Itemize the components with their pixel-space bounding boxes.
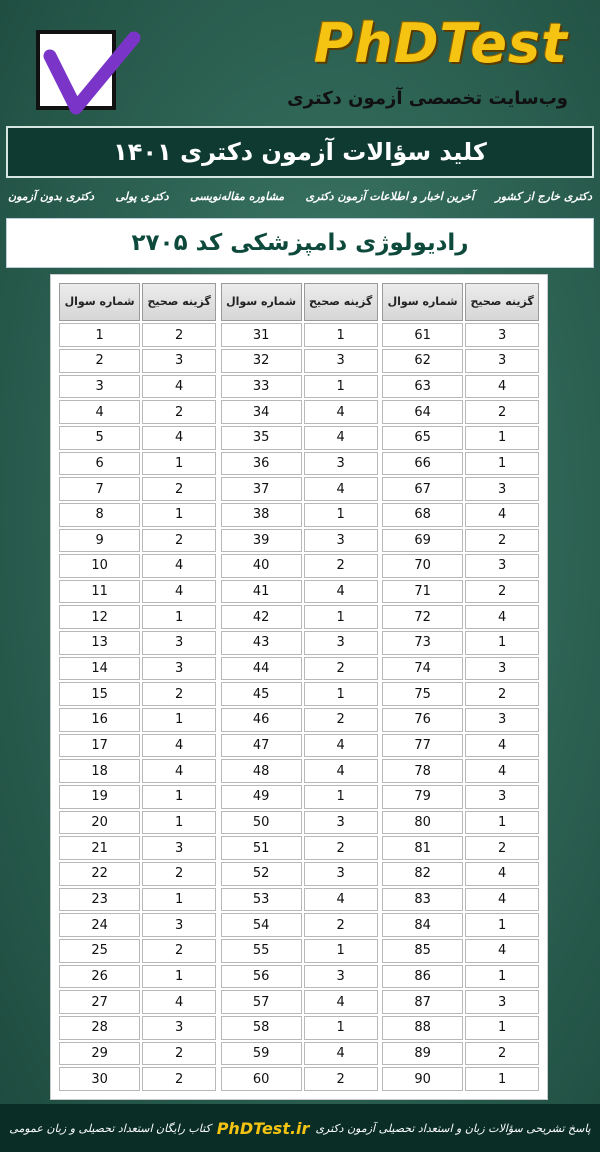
question-number: 25 xyxy=(59,939,140,963)
table-row xyxy=(59,862,216,886)
question-number: 56 xyxy=(221,965,302,989)
table-row xyxy=(59,811,216,835)
table-row xyxy=(59,452,216,476)
correct-answer: 4 xyxy=(465,605,539,629)
site-header xyxy=(0,0,600,122)
correct-answer: 3 xyxy=(304,965,378,989)
table-row xyxy=(59,503,216,527)
question-number: 34 xyxy=(221,400,302,424)
question-number: 84 xyxy=(382,913,463,937)
nav-links xyxy=(0,190,600,214)
brand-name[interactable]: PhDTest xyxy=(313,12,568,75)
question-number: 65 xyxy=(382,426,463,450)
table-row xyxy=(382,605,539,629)
correct-answer: 4 xyxy=(304,400,378,424)
table-row xyxy=(382,734,539,758)
correct-answer: 3 xyxy=(465,785,539,809)
correct-answer: 4 xyxy=(304,990,378,1014)
question-number: 87 xyxy=(382,990,463,1014)
table-row xyxy=(221,990,378,1014)
correct-answer: 4 xyxy=(304,426,378,450)
table-row xyxy=(59,965,216,989)
question-number: 81 xyxy=(382,836,463,860)
table-row xyxy=(221,1042,378,1066)
question-number: 31 xyxy=(221,323,302,347)
correct-answer: 3 xyxy=(465,657,539,681)
table-row xyxy=(382,503,539,527)
question-number: 24 xyxy=(59,913,140,937)
table-row xyxy=(382,939,539,963)
table-row xyxy=(221,888,378,912)
question-number: 86 xyxy=(382,965,463,989)
correct-answer: 4 xyxy=(465,503,539,527)
correct-answer: 3 xyxy=(465,990,539,1014)
question-number: 13 xyxy=(59,631,140,655)
question-number: 79 xyxy=(382,785,463,809)
table-row xyxy=(221,734,378,758)
tagline: وب‌سایت تخصصی آزمون دکتری xyxy=(287,88,568,109)
table-row xyxy=(221,785,378,809)
question-number: 2 xyxy=(59,349,140,373)
table-row xyxy=(382,785,539,809)
correct-answer: 1 xyxy=(142,605,216,629)
question-number: 58 xyxy=(221,1016,302,1040)
table-row xyxy=(221,682,378,706)
question-number: 48 xyxy=(221,759,302,783)
table-row xyxy=(382,708,539,732)
question-number: 63 xyxy=(382,375,463,399)
question-number: 50 xyxy=(221,811,302,835)
question-number: 53 xyxy=(221,888,302,912)
correct-answer: 1 xyxy=(142,965,216,989)
correct-answer: 4 xyxy=(304,1042,378,1066)
question-number: 32 xyxy=(221,349,302,373)
correct-answer: 4 xyxy=(304,888,378,912)
exam-subtitle: رادیولوژی دامپزشکی کد ۲۷۰۵ xyxy=(131,230,469,256)
table-row xyxy=(59,734,216,758)
table-row xyxy=(59,708,216,732)
question-number: 5 xyxy=(59,426,140,450)
table-row xyxy=(221,862,378,886)
correct-answer: 2 xyxy=(142,400,216,424)
table-row xyxy=(59,939,216,963)
correct-answer: 1 xyxy=(465,913,539,937)
correct-answer: 1 xyxy=(304,1016,378,1040)
correct-answer: 4 xyxy=(142,734,216,758)
question-number: 51 xyxy=(221,836,302,860)
question-number: 15 xyxy=(59,682,140,706)
correct-answer: 1 xyxy=(142,708,216,732)
question-number: 45 xyxy=(221,682,302,706)
correct-answer: 2 xyxy=(142,323,216,347)
table-row xyxy=(382,990,539,1014)
table-row xyxy=(59,1042,216,1066)
footer-banner xyxy=(0,1104,600,1152)
table-row xyxy=(382,913,539,937)
question-number: 74 xyxy=(382,657,463,681)
question-number: 88 xyxy=(382,1016,463,1040)
correct-answer: 4 xyxy=(465,734,539,758)
question-number: 75 xyxy=(382,682,463,706)
question-number: 22 xyxy=(59,862,140,886)
correct-answer: 4 xyxy=(465,939,539,963)
question-number: 69 xyxy=(382,529,463,553)
question-number: 70 xyxy=(382,554,463,578)
table-row xyxy=(382,554,539,578)
nav-link[interactable]: دکتری خارج از کشور xyxy=(495,190,592,203)
question-number: 37 xyxy=(221,477,302,501)
exam-subtitle-box xyxy=(6,218,594,268)
correct-answer: 1 xyxy=(142,785,216,809)
table-row xyxy=(221,503,378,527)
question-number: 9 xyxy=(59,529,140,553)
question-number: 27 xyxy=(59,990,140,1014)
question-number: 67 xyxy=(382,477,463,501)
question-number: 23 xyxy=(59,888,140,912)
question-number: 35 xyxy=(221,426,302,450)
question-number: 6 xyxy=(59,452,140,476)
correct-answer: 2 xyxy=(465,1042,539,1066)
correct-answer: 2 xyxy=(465,400,539,424)
table-row xyxy=(382,477,539,501)
question-number: 44 xyxy=(221,657,302,681)
correct-answer: 2 xyxy=(142,477,216,501)
table-row xyxy=(59,426,216,450)
correct-answer: 3 xyxy=(142,836,216,860)
answer-key-panel xyxy=(50,274,548,1100)
question-number: 14 xyxy=(59,657,140,681)
table-row xyxy=(59,836,216,860)
correct-answer: 4 xyxy=(465,759,539,783)
question-number: 20 xyxy=(59,811,140,835)
question-number: 41 xyxy=(221,580,302,604)
table-row xyxy=(59,888,216,912)
question-number: 43 xyxy=(221,631,302,655)
table-row xyxy=(382,529,539,553)
question-number: 12 xyxy=(59,605,140,629)
table-row xyxy=(382,888,539,912)
footer-brand[interactable]: PhDTest.ir xyxy=(216,1118,310,1138)
correct-answer: 4 xyxy=(304,734,378,758)
correct-answer: 1 xyxy=(142,811,216,835)
question-number: 10 xyxy=(59,554,140,578)
table-row xyxy=(221,759,378,783)
table-row xyxy=(59,1067,216,1091)
col-header-question: شماره سوال xyxy=(59,283,140,321)
correct-answer: 3 xyxy=(304,811,378,835)
question-number: 80 xyxy=(382,811,463,835)
question-number: 26 xyxy=(59,965,140,989)
correct-answer: 2 xyxy=(142,1042,216,1066)
question-number: 73 xyxy=(382,631,463,655)
table-row xyxy=(221,913,378,937)
table-row xyxy=(221,1016,378,1040)
col-header-question: شماره سوال xyxy=(221,283,302,321)
question-number: 72 xyxy=(382,605,463,629)
correct-answer: 2 xyxy=(142,682,216,706)
correct-answer: 3 xyxy=(465,708,539,732)
table-row xyxy=(221,939,378,963)
question-number: 59 xyxy=(221,1042,302,1066)
question-number: 60 xyxy=(221,1067,302,1091)
question-number: 46 xyxy=(221,708,302,732)
correct-answer: 1 xyxy=(304,785,378,809)
question-number: 18 xyxy=(59,759,140,783)
correct-answer: 3 xyxy=(304,862,378,886)
question-number: 54 xyxy=(221,913,302,937)
question-number: 42 xyxy=(221,605,302,629)
table-row xyxy=(382,836,539,860)
question-number: 1 xyxy=(59,323,140,347)
correct-answer: 1 xyxy=(304,503,378,527)
table-row xyxy=(382,1016,539,1040)
correct-answer: 2 xyxy=(304,913,378,937)
question-number: 62 xyxy=(382,349,463,373)
col-header-answer: گزینه صحیح xyxy=(304,283,378,321)
table-row xyxy=(382,965,539,989)
footer-text-right[interactable]: پاسخ تشریحی سؤالات زبان و استعداد تحصیلی آزمون دکتری xyxy=(315,1121,591,1135)
question-number: 61 xyxy=(382,323,463,347)
table-row xyxy=(221,323,378,347)
table-row xyxy=(382,580,539,604)
question-number: 7 xyxy=(59,477,140,501)
table-row xyxy=(382,452,539,476)
question-number: 55 xyxy=(221,939,302,963)
question-number: 36 xyxy=(221,452,302,476)
correct-answer: 4 xyxy=(142,759,216,783)
correct-answer: 1 xyxy=(465,426,539,450)
table-row xyxy=(382,1042,539,1066)
question-number: 3 xyxy=(59,375,140,399)
correct-answer: 1 xyxy=(304,375,378,399)
correct-answer: 2 xyxy=(304,554,378,578)
check-mark-icon xyxy=(36,16,146,126)
question-number: 8 xyxy=(59,503,140,527)
correct-answer: 3 xyxy=(142,913,216,937)
correct-answer: 2 xyxy=(304,1067,378,1091)
correct-answer: 1 xyxy=(304,939,378,963)
table-row xyxy=(59,477,216,501)
correct-answer: 2 xyxy=(465,580,539,604)
correct-answer: 4 xyxy=(304,580,378,604)
table-row xyxy=(59,554,216,578)
correct-answer: 4 xyxy=(465,888,539,912)
table-row xyxy=(221,965,378,989)
correct-answer: 3 xyxy=(465,554,539,578)
question-number: 90 xyxy=(382,1067,463,1091)
table-row xyxy=(59,657,216,681)
table-row xyxy=(382,682,539,706)
question-number: 17 xyxy=(59,734,140,758)
nav-link[interactable]: دکتری پولی xyxy=(115,190,169,203)
answer-table xyxy=(219,281,380,1093)
table-row xyxy=(382,323,539,347)
question-number: 82 xyxy=(382,862,463,886)
table-row xyxy=(221,657,378,681)
table-row xyxy=(221,580,378,604)
logo[interactable] xyxy=(36,30,116,110)
question-number: 33 xyxy=(221,375,302,399)
correct-answer: 3 xyxy=(465,323,539,347)
correct-answer: 4 xyxy=(304,477,378,501)
correct-answer: 3 xyxy=(142,1016,216,1040)
question-number: 29 xyxy=(59,1042,140,1066)
table-row xyxy=(382,631,539,655)
correct-answer: 1 xyxy=(465,631,539,655)
table-row xyxy=(59,580,216,604)
correct-answer: 4 xyxy=(465,375,539,399)
question-number: 76 xyxy=(382,708,463,732)
correct-answer: 1 xyxy=(465,1067,539,1091)
correct-answer: 3 xyxy=(142,657,216,681)
table-row xyxy=(221,349,378,373)
question-number: 21 xyxy=(59,836,140,860)
table-row xyxy=(59,785,216,809)
correct-answer: 2 xyxy=(304,708,378,732)
question-number: 47 xyxy=(221,734,302,758)
col-header-answer: گزینه صحیح xyxy=(142,283,216,321)
table-row xyxy=(221,708,378,732)
correct-answer: 1 xyxy=(142,888,216,912)
nav-link[interactable]: مشاوره مقاله‌نویسی xyxy=(190,190,285,203)
correct-answer: 1 xyxy=(465,965,539,989)
correct-answer: 1 xyxy=(304,605,378,629)
question-number: 4 xyxy=(59,400,140,424)
correct-answer: 4 xyxy=(142,426,216,450)
correct-answer: 1 xyxy=(142,452,216,476)
correct-answer: 1 xyxy=(142,503,216,527)
question-number: 16 xyxy=(59,708,140,732)
correct-answer: 4 xyxy=(142,580,216,604)
correct-answer: 2 xyxy=(465,682,539,706)
table-row xyxy=(221,477,378,501)
correct-answer: 1 xyxy=(465,811,539,835)
table-row xyxy=(59,1016,216,1040)
table-row xyxy=(59,605,216,629)
question-number: 66 xyxy=(382,452,463,476)
correct-answer: 2 xyxy=(142,939,216,963)
question-number: 68 xyxy=(382,503,463,527)
correct-answer: 3 xyxy=(304,452,378,476)
table-row xyxy=(221,375,378,399)
correct-answer: 3 xyxy=(142,349,216,373)
table-row xyxy=(382,426,539,450)
correct-answer: 1 xyxy=(465,1016,539,1040)
correct-answer: 4 xyxy=(142,375,216,399)
table-row xyxy=(221,529,378,553)
question-number: 64 xyxy=(382,400,463,424)
table-row xyxy=(221,811,378,835)
table-row xyxy=(382,400,539,424)
question-number: 89 xyxy=(382,1042,463,1066)
question-number: 57 xyxy=(221,990,302,1014)
question-number: 52 xyxy=(221,862,302,886)
correct-answer: 1 xyxy=(304,323,378,347)
correct-answer: 4 xyxy=(142,990,216,1014)
question-number: 49 xyxy=(221,785,302,809)
correct-answer: 2 xyxy=(142,529,216,553)
table-row xyxy=(221,605,378,629)
table-row xyxy=(221,1067,378,1091)
question-number: 85 xyxy=(382,939,463,963)
table-row xyxy=(382,1067,539,1091)
page-title: کلید سؤالات آزمون دکتری ۱۴۰۱ xyxy=(113,138,487,166)
table-row xyxy=(382,375,539,399)
question-number: 83 xyxy=(382,888,463,912)
correct-answer: 2 xyxy=(142,1067,216,1091)
table-row xyxy=(221,400,378,424)
page-title-bar xyxy=(6,126,594,178)
table-row xyxy=(59,913,216,937)
correct-answer: 2 xyxy=(465,836,539,860)
table-row xyxy=(382,862,539,886)
col-header-question: شماره سوال xyxy=(382,283,463,321)
question-number: 40 xyxy=(221,554,302,578)
table-row xyxy=(59,529,216,553)
table-row xyxy=(59,990,216,1014)
correct-answer: 3 xyxy=(304,349,378,373)
table-row xyxy=(382,811,539,835)
table-row xyxy=(221,836,378,860)
correct-answer: 2 xyxy=(465,529,539,553)
table-row xyxy=(221,554,378,578)
question-number: 11 xyxy=(59,580,140,604)
question-number: 39 xyxy=(221,529,302,553)
correct-answer: 3 xyxy=(142,631,216,655)
table-row xyxy=(59,375,216,399)
correct-answer: 2 xyxy=(304,657,378,681)
col-header-answer: گزینه صحیح xyxy=(465,283,539,321)
correct-answer: 2 xyxy=(304,836,378,860)
correct-answer: 3 xyxy=(465,349,539,373)
table-row xyxy=(59,682,216,706)
nav-link[interactable]: دکتری بدون آزمون xyxy=(8,190,95,203)
question-number: 30 xyxy=(59,1067,140,1091)
question-number: 77 xyxy=(382,734,463,758)
table-row xyxy=(59,759,216,783)
table-row xyxy=(382,657,539,681)
correct-answer: 2 xyxy=(142,862,216,886)
question-number: 19 xyxy=(59,785,140,809)
correct-answer: 4 xyxy=(304,759,378,783)
table-row xyxy=(59,631,216,655)
table-row xyxy=(59,323,216,347)
correct-answer: 3 xyxy=(465,477,539,501)
question-number: 71 xyxy=(382,580,463,604)
table-row xyxy=(382,349,539,373)
footer-text-left[interactable]: کتاب رایگان استعداد تحصیلی و زبان عمومی xyxy=(9,1121,211,1135)
table-row xyxy=(59,400,216,424)
correct-answer: 3 xyxy=(304,631,378,655)
table-row xyxy=(382,759,539,783)
question-number: 78 xyxy=(382,759,463,783)
table-row xyxy=(59,349,216,373)
correct-answer: 3 xyxy=(304,529,378,553)
question-number: 28 xyxy=(59,1016,140,1040)
correct-answer: 1 xyxy=(465,452,539,476)
correct-answer: 4 xyxy=(465,862,539,886)
table-row xyxy=(221,426,378,450)
answer-table xyxy=(380,281,541,1093)
table-row xyxy=(221,452,378,476)
answer-table xyxy=(57,281,218,1093)
nav-link[interactable]: آخرین اخبار و اطلاعات آزمون دکتری xyxy=(305,190,475,203)
question-number: 38 xyxy=(221,503,302,527)
correct-answer: 4 xyxy=(142,554,216,578)
correct-answer: 1 xyxy=(304,682,378,706)
table-row xyxy=(221,631,378,655)
